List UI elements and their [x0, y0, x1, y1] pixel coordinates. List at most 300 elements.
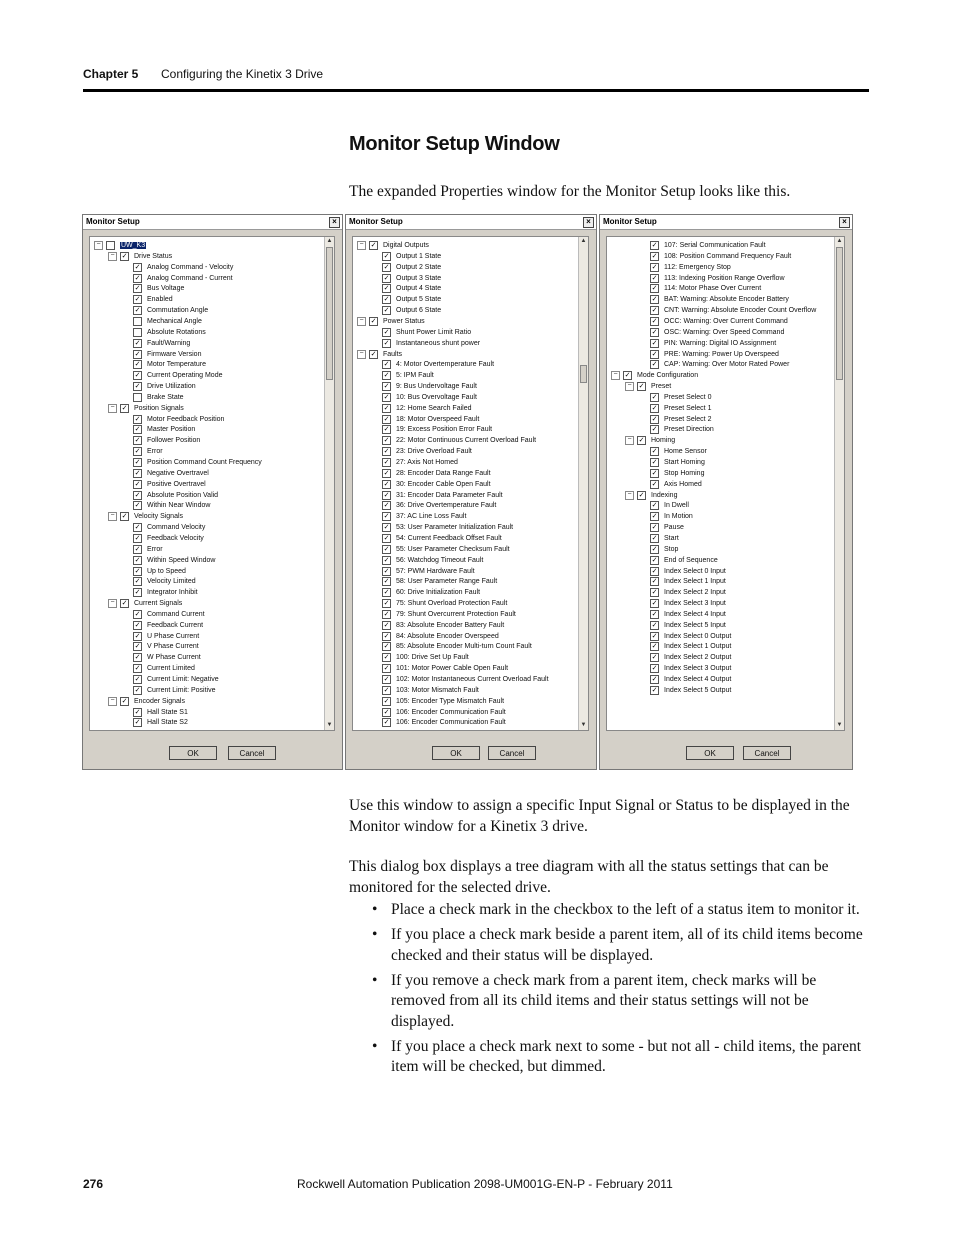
tree-node[interactable]	[133, 717, 188, 728]
checked-checkbox[interactable]: ✓	[383, 372, 390, 380]
collapse-icon[interactable]: −	[357, 317, 366, 326]
checked-checkbox[interactable]: ✓	[383, 502, 390, 510]
tree-node[interactable]	[382, 707, 506, 718]
checked-checkbox[interactable]: ✓	[651, 285, 658, 293]
bullet-item	[349, 971, 869, 1033]
tree-node[interactable]	[133, 359, 206, 370]
checked-checkbox[interactable]: ✓	[651, 296, 658, 304]
tree-node[interactable]	[382, 381, 477, 392]
tree-node[interactable]	[382, 587, 480, 598]
checked-checkbox[interactable]: ✓	[134, 426, 141, 434]
tree-node[interactable]	[382, 641, 532, 652]
tree-node[interactable]	[650, 316, 788, 327]
tree-node[interactable]	[133, 544, 163, 555]
checked-checkbox[interactable]: ✓	[651, 686, 658, 694]
checked-checkbox[interactable]: ✓	[134, 654, 141, 662]
tree-node[interactable]	[382, 522, 513, 533]
tree-node[interactable]	[650, 555, 718, 566]
tree-node[interactable]	[650, 446, 707, 457]
tree-node[interactable]	[133, 479, 206, 490]
checked-checkbox[interactable]: ✓	[134, 665, 141, 673]
tree-node[interactable]	[133, 381, 196, 392]
tree-node[interactable]	[133, 685, 215, 696]
tree-node[interactable]	[94, 240, 146, 251]
scroll-up-icon[interactable]: ▲	[326, 238, 333, 244]
checked-checkbox[interactable]: ✓	[651, 469, 658, 477]
tree-node[interactable]	[650, 283, 761, 294]
tree-scrollbar[interactable]	[578, 237, 588, 730]
tree-node[interactable]	[133, 294, 173, 305]
tree-node[interactable]	[382, 359, 494, 370]
checked-checkbox[interactable]: ✓	[134, 676, 141, 683]
collapse-icon[interactable]: −	[94, 241, 103, 250]
tree-node[interactable]	[650, 424, 714, 435]
checked-checkbox[interactable]: ✓	[651, 415, 658, 423]
checked-checkbox[interactable]: ✓	[383, 719, 390, 727]
checked-checkbox[interactable]: ✓	[134, 339, 141, 347]
checked-checkbox[interactable]: ✓	[651, 600, 658, 608]
collapse-icon[interactable]: −	[108, 404, 117, 413]
checked-checkbox[interactable]: ✓	[134, 502, 141, 510]
tree-node[interactable]	[133, 631, 199, 642]
tree-node[interactable]	[133, 707, 188, 718]
tree-node[interactable]	[133, 283, 184, 294]
tree-node[interactable]	[133, 652, 201, 663]
ok-button[interactable]: OK	[169, 746, 217, 760]
checked-checkbox[interactable]: ✓	[134, 621, 141, 629]
collapse-icon[interactable]: −	[108, 512, 117, 521]
tree-node[interactable]	[133, 533, 204, 544]
close-icon[interactable]: ×	[583, 217, 594, 228]
checked-checkbox[interactable]: ✓	[383, 307, 390, 315]
checked-checkbox[interactable]: ✓	[651, 578, 658, 586]
checked-checkbox[interactable]: ✓	[121, 697, 128, 705]
empty-checkbox[interactable]	[106, 241, 115, 250]
tree-node[interactable]	[650, 511, 693, 522]
checked-checkbox[interactable]: ✓	[651, 524, 658, 532]
scroll-thumb[interactable]	[836, 247, 843, 380]
tree-node[interactable]	[382, 273, 441, 284]
checked-checkbox[interactable]: ✓	[651, 643, 658, 651]
tree-node[interactable]	[108, 251, 172, 262]
tree-node[interactable]	[133, 392, 184, 403]
checked-checkbox[interactable]: ✓	[651, 263, 658, 271]
checked-checkbox[interactable]: ✓	[134, 469, 141, 477]
checked-checkbox[interactable]: ✓	[383, 534, 390, 542]
checked-checkbox[interactable]: ✓	[121, 513, 128, 521]
tree-node[interactable]	[382, 685, 479, 696]
tree-node[interactable]	[133, 609, 205, 620]
tree-node[interactable]	[650, 305, 816, 316]
checked-checkbox[interactable]: ✓	[134, 719, 141, 727]
checked-checkbox[interactable]: ✓	[651, 339, 658, 347]
tree-node[interactable]	[650, 598, 726, 609]
collapse-icon[interactable]: −	[108, 599, 117, 608]
checked-checkbox[interactable]: ✓	[134, 296, 141, 304]
checked-checkbox[interactable]: ✓	[134, 383, 141, 391]
tree-node[interactable]	[650, 641, 731, 652]
checked-checkbox[interactable]: ✓	[651, 242, 658, 249]
tree-node[interactable]	[382, 414, 479, 425]
checked-checkbox[interactable]: ✓	[383, 448, 390, 456]
collapse-icon[interactable]: −	[357, 241, 366, 250]
tree-node[interactable]	[382, 446, 472, 457]
tree-node[interactable]	[133, 566, 186, 577]
checked-checkbox[interactable]: ✓	[383, 415, 390, 423]
tree-node[interactable]	[133, 663, 195, 674]
tree-node[interactable]	[133, 457, 262, 468]
tree-node[interactable]	[650, 338, 776, 349]
close-icon[interactable]: ×	[329, 217, 340, 228]
tree-node[interactable]	[357, 349, 402, 360]
checked-checkbox[interactable]: ✓	[383, 665, 390, 673]
checked-checkbox[interactable]: ✓	[134, 361, 141, 369]
checked-checkbox[interactable]: ✓	[134, 350, 141, 358]
empty-checkbox[interactable]	[133, 317, 142, 326]
scroll-up-icon[interactable]: ▲	[580, 238, 587, 244]
checked-checkbox[interactable]: ✓	[651, 556, 658, 564]
tree-node[interactable]	[650, 533, 679, 544]
checked-checkbox[interactable]: ✓	[134, 610, 141, 618]
checked-checkbox[interactable]: ✓	[134, 556, 141, 564]
tree-node[interactable]	[133, 468, 209, 479]
checked-checkbox[interactable]: ✓	[383, 643, 390, 651]
tree-node[interactable]	[108, 511, 183, 522]
checked-checkbox[interactable]: ✓	[134, 491, 141, 499]
checked-checkbox[interactable]: ✓	[121, 404, 128, 412]
collapse-icon[interactable]: −	[357, 350, 366, 359]
checked-checkbox[interactable]: ✓	[651, 567, 658, 575]
tree-node[interactable]	[625, 490, 677, 501]
checked-checkbox[interactable]: ✓	[134, 274, 141, 282]
empty-checkbox[interactable]	[133, 393, 142, 402]
tree-node[interactable]	[382, 435, 536, 446]
checked-checkbox[interactable]: ✓	[134, 307, 141, 315]
tree-node[interactable]	[133, 500, 210, 511]
checked-checkbox[interactable]: ✓	[638, 383, 645, 391]
checked-checkbox[interactable]: ✓	[134, 578, 141, 586]
tree-node[interactable]	[382, 283, 441, 294]
checked-checkbox[interactable]: ✓	[383, 621, 390, 629]
checked-checkbox[interactable]: ✓	[383, 589, 390, 597]
tree-node[interactable]	[382, 544, 510, 555]
tree-node[interactable]	[650, 631, 731, 642]
tree-node[interactable]	[357, 316, 425, 327]
collapse-icon[interactable]: −	[625, 382, 634, 391]
tree-node[interactable]	[133, 446, 163, 457]
checked-checkbox[interactable]: ✓	[383, 404, 390, 412]
checked-checkbox[interactable]: ✓	[383, 361, 390, 369]
checked-checkbox[interactable]: ✓	[651, 361, 658, 369]
checked-checkbox[interactable]: ✓	[383, 252, 390, 260]
tree-node[interactable]	[133, 349, 201, 360]
tree-node[interactable]	[382, 490, 503, 501]
tree-node[interactable]	[382, 663, 508, 674]
tree-node[interactable]	[650, 587, 726, 598]
tree-node[interactable]	[382, 251, 441, 262]
checked-checkbox[interactable]: ✓	[383, 491, 390, 499]
checked-checkbox[interactable]: ✓	[651, 404, 658, 412]
checked-checkbox[interactable]: ✓	[134, 534, 141, 542]
tree-node[interactable]	[650, 327, 784, 338]
tree-node[interactable]	[611, 370, 698, 381]
tree-node[interactable]	[650, 403, 711, 414]
scroll-down-icon[interactable]: ▼	[580, 722, 587, 728]
cancel-button[interactable]: Cancel	[228, 746, 276, 760]
tree-node[interactable]	[382, 566, 475, 577]
tree-node[interactable]	[382, 468, 491, 479]
scroll-thumb[interactable]	[580, 365, 587, 383]
checked-checkbox[interactable]: ✓	[134, 632, 141, 640]
checked-checkbox[interactable]: ✓	[651, 393, 658, 401]
tree-node[interactable]	[133, 262, 233, 273]
tree-node[interactable]	[382, 533, 502, 544]
scroll-down-icon[interactable]: ▼	[836, 722, 843, 728]
checked-checkbox[interactable]: ✓	[134, 545, 141, 553]
tree-node[interactable]	[625, 435, 675, 446]
checked-checkbox[interactable]: ✓	[651, 665, 658, 673]
collapse-icon[interactable]: −	[625, 491, 634, 500]
ok-button[interactable]: OK	[686, 746, 734, 760]
checked-checkbox[interactable]: ✓	[134, 589, 141, 597]
tree-scrollbar[interactable]	[834, 237, 844, 730]
tree-node[interactable]	[650, 544, 678, 555]
checked-checkbox[interactable]: ✓	[383, 437, 390, 445]
checked-checkbox[interactable]: ✓	[651, 448, 658, 456]
tree-node[interactable]	[133, 327, 206, 338]
tree-node[interactable]	[133, 555, 215, 566]
checked-checkbox[interactable]: ✓	[651, 632, 658, 640]
checked-checkbox[interactable]: ✓	[134, 263, 141, 271]
checked-checkbox[interactable]: ✓	[651, 252, 658, 260]
tree-node[interactable]	[382, 598, 507, 609]
tree-node[interactable]	[133, 273, 233, 284]
tree-node[interactable]	[382, 652, 469, 663]
checked-checkbox[interactable]: ✓	[638, 437, 645, 445]
checked-checkbox[interactable]: ✓	[383, 686, 390, 694]
checked-checkbox[interactable]: ✓	[651, 480, 658, 488]
checked-checkbox[interactable]: ✓	[383, 296, 390, 304]
checked-checkbox[interactable]: ✓	[383, 459, 390, 466]
checked-checkbox[interactable]: ✓	[383, 632, 390, 640]
cancel-button[interactable]: Cancel	[488, 746, 536, 760]
checked-checkbox[interactable]: ✓	[651, 307, 658, 315]
checked-checkbox[interactable]: ✓	[134, 459, 141, 466]
tree-node[interactable]	[108, 696, 185, 707]
tree-node[interactable]	[650, 457, 705, 468]
cancel-button[interactable]: Cancel	[743, 746, 791, 760]
collapse-icon[interactable]: −	[108, 697, 117, 706]
checked-checkbox[interactable]: ✓	[134, 448, 141, 456]
tree-node[interactable]	[382, 338, 480, 349]
checked-checkbox[interactable]: ✓	[370, 317, 377, 325]
checked-checkbox[interactable]: ✓	[383, 600, 390, 608]
tree-node[interactable]	[133, 305, 208, 316]
checked-checkbox[interactable]: ✓	[651, 610, 658, 618]
checked-checkbox[interactable]: ✓	[651, 545, 658, 553]
chapter-title: Configuring the Kinetix 3 Drive	[161, 67, 324, 81]
checked-checkbox[interactable]: ✓	[651, 274, 658, 282]
checked-checkbox[interactable]: ✓	[383, 393, 390, 401]
checked-checkbox[interactable]: ✓	[383, 513, 390, 521]
tree-node[interactable]	[650, 685, 731, 696]
checked-checkbox[interactable]: ✓	[134, 686, 141, 694]
checked-checkbox[interactable]: ✓	[651, 654, 658, 662]
tree-node[interactable]	[650, 392, 711, 403]
tree-node[interactable]	[382, 403, 471, 414]
checked-checkbox[interactable]: ✓	[383, 426, 390, 434]
checked-checkbox[interactable]: ✓	[651, 589, 658, 597]
tree-node[interactable]	[382, 457, 458, 468]
checked-checkbox[interactable]: ✓	[383, 708, 390, 716]
tree-node[interactable]	[382, 327, 471, 338]
checked-checkbox[interactable]: ✓	[651, 350, 658, 358]
checked-checkbox[interactable]: ✓	[651, 534, 658, 542]
collapse-icon[interactable]: −	[108, 252, 117, 261]
empty-checkbox[interactable]	[133, 328, 142, 337]
tree-node[interactable]	[133, 414, 224, 425]
tree-node[interactable]	[382, 717, 506, 728]
tree-node[interactable]	[133, 576, 196, 587]
tree-node[interactable]	[382, 305, 441, 316]
tree-node[interactable]	[382, 370, 434, 381]
checked-checkbox[interactable]: ✓	[383, 556, 390, 564]
checked-checkbox[interactable]: ✓	[134, 643, 141, 651]
tree-node[interactable]	[108, 403, 184, 414]
checked-checkbox[interactable]: ✓	[651, 502, 658, 510]
checked-checkbox[interactable]: ✓	[383, 697, 390, 705]
tree-node[interactable]	[382, 500, 496, 511]
scroll-up-icon[interactable]: ▲	[836, 238, 843, 244]
checked-checkbox[interactable]: ✓	[383, 383, 390, 391]
tree-node[interactable]	[382, 696, 504, 707]
tree-node[interactable]	[650, 566, 726, 577]
checked-checkbox[interactable]: ✓	[383, 328, 390, 336]
checked-checkbox[interactable]: ✓	[383, 285, 390, 293]
tree-node[interactable]	[133, 587, 198, 598]
tree-node[interactable]	[382, 479, 491, 490]
checked-checkbox[interactable]: ✓	[134, 480, 141, 488]
checked-checkbox[interactable]: ✓	[383, 469, 390, 477]
checked-checkbox[interactable]: ✓	[134, 524, 141, 532]
checked-checkbox[interactable]: ✓	[651, 621, 658, 629]
checked-checkbox[interactable]: ✓	[383, 339, 390, 347]
checked-checkbox[interactable]: ✓	[134, 372, 141, 380]
tree-scrollbar[interactable]	[324, 237, 334, 730]
tree-node[interactable]	[650, 674, 731, 685]
checked-checkbox[interactable]: ✓	[134, 415, 141, 423]
checked-checkbox[interactable]: ✓	[624, 372, 631, 380]
checked-checkbox[interactable]: ✓	[383, 274, 390, 282]
tree-node[interactable]	[382, 392, 477, 403]
tree-node[interactable]	[650, 479, 702, 490]
checked-checkbox[interactable]: ✓	[651, 513, 658, 521]
checked-checkbox[interactable]: ✓	[383, 545, 390, 553]
tree-node[interactable]	[133, 435, 200, 446]
tree-node[interactable]	[133, 674, 219, 685]
tree-node[interactable]	[382, 262, 441, 273]
checked-checkbox[interactable]: ✓	[651, 426, 658, 434]
checked-checkbox[interactable]: ✓	[121, 600, 128, 608]
tree-node[interactable]	[650, 500, 689, 511]
checked-checkbox[interactable]: ✓	[651, 328, 658, 336]
tree-node[interactable]	[382, 576, 497, 587]
tree-node[interactable]	[650, 262, 731, 273]
scroll-thumb[interactable]	[326, 247, 333, 380]
ok-button[interactable]: OK	[432, 746, 480, 760]
tree-node[interactable]	[133, 338, 190, 349]
checked-checkbox[interactable]: ✓	[134, 567, 141, 575]
checked-checkbox[interactable]: ✓	[651, 459, 658, 466]
tree-node[interactable]	[133, 620, 203, 631]
tree-node[interactable]	[650, 609, 726, 620]
checked-checkbox[interactable]: ✓	[383, 524, 390, 532]
checked-checkbox[interactable]: ✓	[121, 252, 128, 260]
tree-node[interactable]	[650, 576, 726, 587]
tree-node[interactable]	[650, 414, 711, 425]
tree-node[interactable]	[650, 349, 779, 360]
checked-checkbox[interactable]: ✓	[134, 285, 141, 293]
tree-node[interactable]	[650, 663, 731, 674]
tree-node[interactable]	[650, 522, 684, 533]
checked-checkbox[interactable]: ✓	[651, 317, 658, 325]
checked-checkbox[interactable]: ✓	[134, 437, 141, 445]
tree-node[interactable]	[133, 522, 205, 533]
tree-node[interactable]	[133, 490, 218, 501]
tree-node[interactable]	[650, 359, 789, 370]
tree-node[interactable]	[382, 620, 504, 631]
tree-node[interactable]	[133, 370, 222, 381]
collapse-icon[interactable]: −	[625, 436, 634, 445]
tree-node[interactable]	[625, 381, 671, 392]
tree-node[interactable]	[382, 555, 483, 566]
checked-checkbox[interactable]: ✓	[383, 567, 390, 575]
checked-checkbox[interactable]: ✓	[383, 263, 390, 271]
collapse-icon[interactable]: −	[611, 371, 620, 380]
checked-checkbox[interactable]: ✓	[383, 676, 390, 683]
tree-node[interactable]	[650, 240, 766, 251]
tree-node[interactable]	[382, 631, 499, 642]
checked-checkbox[interactable]: ✓	[638, 491, 645, 499]
tree-node[interactable]	[108, 598, 182, 609]
checked-checkbox[interactable]: ✓	[370, 350, 377, 358]
tree-node[interactable]	[357, 240, 429, 251]
tree-node[interactable]	[650, 251, 791, 262]
checked-checkbox[interactable]: ✓	[370, 242, 377, 249]
tree-node[interactable]	[133, 424, 195, 435]
tree-node[interactable]	[650, 652, 731, 663]
tree-node[interactable]	[382, 424, 492, 435]
tree-node[interactable]	[133, 316, 202, 327]
tree-node[interactable]	[650, 294, 789, 305]
checked-checkbox[interactable]: ✓	[651, 676, 658, 683]
checked-checkbox[interactable]: ✓	[383, 654, 390, 662]
scroll-down-icon[interactable]: ▼	[326, 722, 333, 728]
tree-node[interactable]	[650, 620, 726, 631]
tree-node[interactable]	[133, 641, 199, 652]
tree-node[interactable]	[382, 674, 549, 685]
tree-node[interactable]	[382, 511, 466, 522]
close-icon[interactable]: ×	[839, 217, 850, 228]
checked-checkbox[interactable]: ✓	[383, 578, 390, 586]
tree-node[interactable]	[382, 609, 516, 620]
tree-node[interactable]	[382, 294, 441, 305]
checked-checkbox[interactable]: ✓	[383, 480, 390, 488]
tree-node[interactable]	[650, 468, 704, 479]
checked-checkbox[interactable]: ✓	[134, 708, 141, 716]
checked-checkbox[interactable]: ✓	[383, 610, 390, 618]
tree-node[interactable]	[650, 273, 785, 284]
